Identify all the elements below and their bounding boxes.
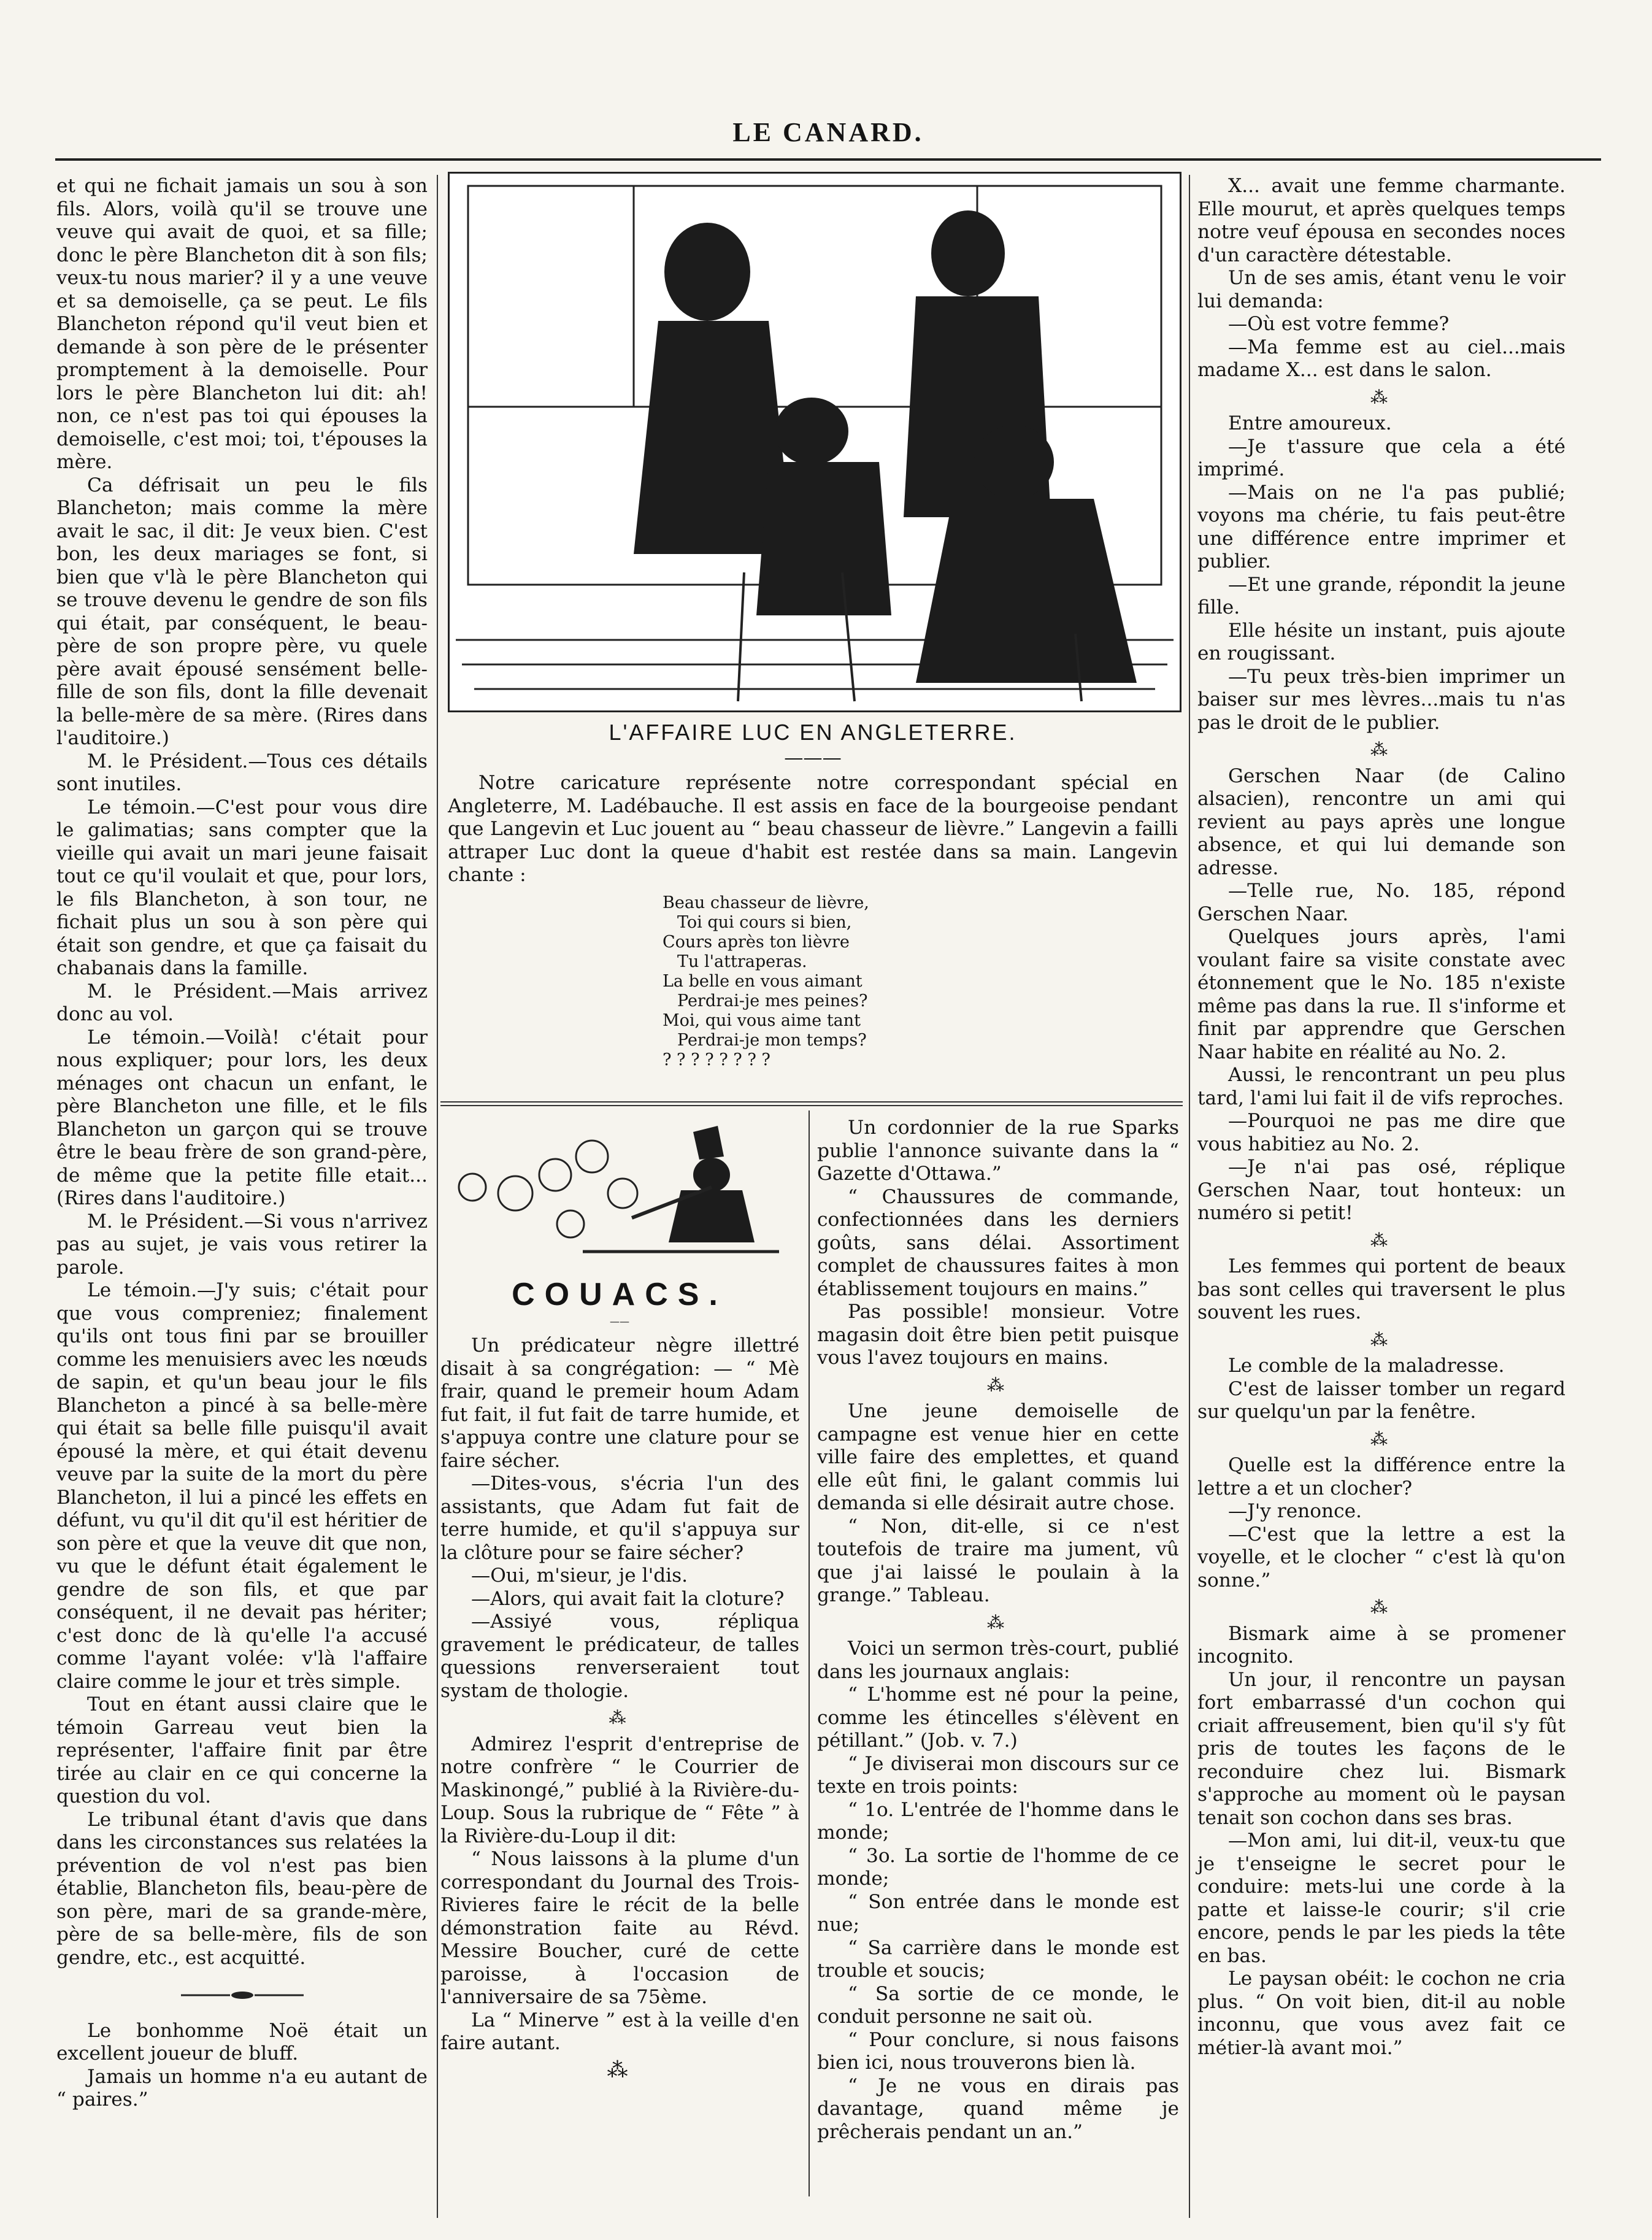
paragraph: “ Nous laissons à la plume d'un correspondant du Journal des Trois-Rivieres faire le récit de la belle démonstration faite au Révd. Messire Boucher, curé de cette paroisse, à l'occasion de l'anniversaire de sa 75ème. bbox=[440, 1848, 799, 2008]
paragraph: Voici un sermon très-court, publié dans les journaux anglais: bbox=[817, 1638, 1179, 1683]
paragraph: —Telle rue, No. 185, répond Gerschen Naar. bbox=[1197, 880, 1566, 925]
paragraph: —Je n'ai pas osé, réplique Gerschen Naar, tout honteux: un numéro si petit! bbox=[1197, 1156, 1566, 1224]
paragraph: —Mon ami, lui dit-il, veux-tu que je t'enseigne le secret pour le conduire: mets-lui une corde à la patte et laisse-le courir; s'il crie encore, pends le par les pieds la tête en bas. bbox=[1197, 1830, 1566, 1967]
paragraph: —Je t'assure que cela a été imprimé. bbox=[1197, 435, 1566, 480]
poem-line: Perdrai-je mon temps? bbox=[677, 1030, 867, 1050]
paragraph: Pas possible! monsieur. Votre magasin doit être bien petit puisque vous l'avez toujours en mains. bbox=[817, 1301, 1179, 1369]
paragraph: Le bonhomme Noë était un excellent joueur de bluff. bbox=[56, 2019, 428, 2065]
paragraph: Bismark aime à se promener incognito. bbox=[1197, 1622, 1566, 1668]
paragraph: “ Pour conclure, si nous faisons bien ici, nous trouverons bien là. bbox=[817, 2028, 1179, 2074]
paragraph: Ca défrisait un peu le fils Blancheton; mais comme la mère avait le sac, il dit: Je veux bien. C'est bon, les deux mariages se font, si bien que v'là le père Blancheton qui se trouve devenu le gendre de son fils qui était, par conséquent, le beau-père de son propre père, vu quele père avait épousé sensément belle-fille de son fils, dont la fille devenait la belle-mère de sa mère. (Rires dans l'auditoire.) bbox=[56, 474, 428, 749]
paragraph: M. le Président.—Tous ces détails sont inutiles. bbox=[56, 750, 428, 795]
column-3 bbox=[817, 1117, 1179, 2144]
paragraph: Le témoin.—Voilà! c'était pour nous expliquer; pour lors, les deux ménages ont chacun un enfant, le père Blancheton une fille, et le fils Blancheton un garçon qui se trouve être le beau frère de son grand-père, de même que la petite fille etait...(Rires dans l'auditoire.) bbox=[56, 1026, 428, 1209]
paragraph: —Oui, m'sieur, je l'dis. bbox=[471, 1565, 688, 1587]
paragraph: Un prédicateur nègre illettré disait à sa congrégation: — “ Mè frair, quand le premeir houm Adam fut fait, il fut fait de tarre humide, et s'appuya contre une clature pour se faire sécher. bbox=[440, 1334, 799, 1472]
paragraph: Admirez l'esprit d'entreprise de notre confrère “ le Courrier de Maskinongé,” publié à la Rivière-du-Loup. Sous la rubrique de “ Fête ” à la Rivière-du-Loup il dit: bbox=[440, 1733, 799, 1847]
paragraph: “ Chaussures de commande, confectionnées dans les derniers goûts, sans délai. Assortiment complet de chaussures faites à mon établissement toujours en mains.” bbox=[817, 1185, 1179, 1300]
ornament-icon bbox=[181, 1990, 304, 2000]
caricature-illustration bbox=[448, 172, 1181, 712]
ornament-divider bbox=[56, 1983, 428, 2006]
column-divider bbox=[809, 1110, 810, 2196]
masthead-title: LE CANARD. bbox=[732, 117, 924, 147]
asterism: ⁂ bbox=[987, 1374, 1009, 1395]
poem-line: Moi, qui vous aime tant bbox=[663, 1010, 861, 1030]
paragraph: X... avait une femme charmante. Elle mourut, et après quelques temps notre veuf épousa en secondes noces d'un caractère détestable. bbox=[1197, 175, 1566, 266]
paragraph: Tout en étant aussi claire que le témoin Garreau veut bien la représenter, l'affaire finit par être tirée au clair en ce qui concerne la question du vol. bbox=[56, 1693, 428, 1807]
caricature-block bbox=[448, 721, 1178, 1070]
paragraph: —Et une grande, répondit la jeune fille. bbox=[1197, 573, 1566, 618]
paragraph: Gerschen Naar (de Calino alsacien), rencontre un ami qui revient au pays après une longue absence, et qui lui demande son adresse. bbox=[1197, 764, 1566, 879]
short-rule: ——— bbox=[784, 746, 842, 769]
masthead bbox=[55, 117, 1601, 153]
short-rule: —— bbox=[610, 1315, 629, 1327]
asterism: ⁂ bbox=[1370, 1329, 1393, 1350]
poem-line: La belle en vous aimant bbox=[663, 971, 862, 991]
asterism: ⁂ bbox=[1370, 387, 1393, 407]
paragraph: M. le Président.—Si vous n'arrivez pas au sujet, je vais vous retirer la parole. bbox=[56, 1210, 428, 1279]
asterism: ⁂ bbox=[609, 1707, 631, 1728]
paragraph: Quelle est la différence entre la lettre a et un clocher? bbox=[1197, 1454, 1566, 1499]
paragraph: Aussi, le rencontrant un peu plus tard, l'ami lui fait il de vifs reproches. bbox=[1197, 1064, 1566, 1109]
paragraph: Un de ses amis, étant venu le voir lui demanda: bbox=[1197, 267, 1566, 312]
paragraph: Le témoin.—J'y suis; c'était pour que vous compreniez; finalement qu'ils ont tous fini par se brouiller comme les menuisiers avec les nœuds de sapin, et qu'un beau jour le fils Blancheton a pincé à sa belle-mère qui était sa belle fille puisqu'il avait épousé la mère, et qui était devenu veuve par la suite de la mort du père Blancheton, il lui a pincé les effets en défunt, vu qu'il dit qu'il est héritier de son père et que la veuve dit que non, vu que le défunt était également le gendre de son fils, et que par conséquent, il ne devait pas hériter; c'est donc de là qu'elle l'a accusé comme l'ayant volée: v'là l'affaire claire comme le jour et très simple. bbox=[56, 1279, 428, 1693]
asterism: ⁂ bbox=[1370, 739, 1393, 760]
asterism: ⁂ bbox=[1370, 1597, 1393, 1617]
paragraph: —J'y renonce. bbox=[1228, 1500, 1362, 1522]
paragraph: Le tribunal étant d'avis que dans dans les circonstances sus relatées la prévention de vol n'est pas bien établie, Blancheton fils, beau-père de son père, mari de sa grande-mère, père de sa belle-mère, fils de son gendre, etc., est acquitté. bbox=[56, 1808, 428, 1969]
paragraph: Un cordonnier de la rue Sparks publie l'annonce suivante dans la “ Gazette d'Ottawa.” bbox=[817, 1117, 1179, 1185]
paragraph: “ Sa carrière dans le monde est trouble et soucis; bbox=[817, 1936, 1179, 1982]
caricature-text: Notre caricature représente notre correspondant spécial en Angleterre, M. Ladébauche. Il est assis en face de la bourgeoise pendant que Langevin et Luc jouent au “ beau chasseur de lièvre.” Langevin a failli attraper Luc dont la queue d'habit est restée dans sa main. Langevin chante : bbox=[448, 772, 1178, 886]
poem bbox=[663, 893, 1178, 1070]
section-rule bbox=[440, 1101, 1183, 1103]
poem-line: Cours après ton lièvre bbox=[663, 932, 850, 952]
header-rule bbox=[55, 158, 1601, 161]
poem-line: Perdrai-je mes peines? bbox=[677, 991, 868, 1010]
column-divider bbox=[1189, 175, 1190, 2218]
paragraph: —Tu peux très-bien imprimer un baiser sur mes lèvres...mais tu n'as pas le droit de le publier. bbox=[1197, 665, 1566, 734]
paragraph: “ L'homme est né pour la peine, comme les étincelles s'élèvent en pétillant.” (Job. v. 7.) bbox=[817, 1684, 1179, 1752]
paragraph: “ Non, dit-elle, si ce n'est toutefois de traire ma jument, vû que j'ai laissé le poulain à la grange.” Tableau. bbox=[817, 1515, 1179, 1606]
paragraph: —Assiyé vous, répliqua gravement le prédicateur, de talles quessions renverseraient tout systam de thologie. bbox=[440, 1611, 799, 1702]
paragraph: —Alors, qui avait fait la cloture? bbox=[471, 1587, 785, 1610]
musician-drawing bbox=[448, 1120, 791, 1267]
column-4 bbox=[1197, 175, 1566, 2060]
paragraph: et qui ne fichait jamais un sou à son fils. Alors, voilà qu'il se trouve une veuve qui avait de quoi, et sa fille; donc le père Blancheton dit à son fils; veux-tu nous marier? il y a une veuve et sa demoiselle, ça se peut. Le fils Blancheton répond qu'il veut bien et demande à son père de le présenter promptement à la demoiselle. Pour lors le père Blancheton lui dit: ah! non, ce n'est pas toi qui épouses la demoiselle, c'est moi; toi, t'épouses la mère. bbox=[56, 175, 428, 473]
section-rule bbox=[440, 1105, 1183, 1106]
asterism: ⁂ bbox=[1370, 1230, 1393, 1250]
paragraph: La “ Minerve ” est à la veille d'en faire autant. bbox=[440, 2009, 799, 2054]
column-divider bbox=[437, 175, 438, 2218]
asterism: ⁂ bbox=[1370, 1428, 1393, 1449]
poem-line: Toi qui cours si bien, bbox=[677, 912, 852, 932]
poem-line: Beau chasseur de lièvre, bbox=[663, 893, 869, 912]
paragraph: Le témoin.—C'est pour vous dire le galimatias; sans compter que la vieille qui avait un mari jeune faisait tout ce qu'il voulait et que, pour lors, le fils Blancheton, à son tour, ne fichait plus un sou à son père qui était son gendre, et que ça faisait du chabanais dans la famille. bbox=[56, 796, 428, 979]
paragraph: “ 3o. La sortie de l'homme de ce monde; bbox=[817, 1844, 1179, 1890]
paragraph: “ Sa sortie de ce monde, le conduit personne ne sait où. bbox=[817, 1982, 1179, 2028]
paragraph: “ Son entrée dans le monde est nue; bbox=[817, 1890, 1179, 1936]
paragraph: —Ma femme est au ciel...mais madame X... est dans le salon. bbox=[1197, 336, 1566, 381]
paragraph: Les femmes qui portent de beaux bas sont celles qui traversent le plus souvent les rues. bbox=[1197, 1255, 1566, 1323]
paragraph: M. le Président.—Mais arrivez donc au vol. bbox=[56, 980, 428, 1025]
couacs-heading: COUACS. bbox=[512, 1277, 728, 1312]
paragraph: —Pourquoi ne pas me dire que vous habitiez au No. 2. bbox=[1197, 1110, 1566, 1155]
paragraph: —Dites-vous, s'écria l'un des assistants, que Adam fut fait de terre humide, et qu'il s'appuya sur la clôture pour se faire sécher? bbox=[440, 1472, 799, 1564]
paragraph: Jamais un homme n'a eu autant de “ paires.” bbox=[56, 2065, 428, 2111]
couacs-heading-wrap bbox=[448, 1276, 791, 1330]
paragraph: Le comble de la maladresse. bbox=[1228, 1355, 1505, 1377]
paragraph: Quelques jours après, l'ami voulant faire sa visite constate avec étonnement que le No. 185 n'existe même pas dans la rue. Il s'informe et finit par apprendre que Gerschen Naar habite en réalité au No. 2. bbox=[1197, 926, 1566, 1063]
column-2 bbox=[440, 1334, 799, 2085]
paragraph: Une jeune demoiselle de campagne est venue hier en cette ville faire des emplettes, et quand elle eût fini, le galant commis lui demanda si elle désirait autre chose. bbox=[817, 1400, 1179, 1514]
paragraph: Un jour, il rencontre un paysan fort embarrassé d'un cochon qui criait affreusement, bien qu'il s'y fût pris de toutes les façons de le reconduire chez lui. Bismark s'approche au moment où le paysan tenait son cochon dans ses bras. bbox=[1197, 1668, 1566, 1829]
paragraph: C'est de laisser tomber un regard sur quelqu'un par la fenêtre. bbox=[1197, 1377, 1566, 1423]
paragraph: Entre amoureux. bbox=[1228, 412, 1392, 434]
paragraph: “ Je ne vous en dirais pas davantage, quand même je prêcherais pendant un an.” bbox=[817, 2074, 1179, 2143]
asterism: ⁂ bbox=[607, 2057, 633, 2082]
column-1 bbox=[56, 175, 428, 2112]
asterism: ⁂ bbox=[987, 1612, 1009, 1633]
paragraph: “ Je diviserai mon discours sur ce texte en trois points: bbox=[817, 1752, 1179, 1798]
paragraph: —C'est que la lettre a est la voyelle, et le clocher “ c'est là qu'on sonne.” bbox=[1197, 1523, 1566, 1591]
poem-line: Tu l'attraperas. bbox=[677, 952, 807, 971]
couacs-illustration bbox=[448, 1120, 791, 1267]
poem-line: ? ? ? ? ? ? ? ? bbox=[663, 1050, 770, 1069]
paragraph: Elle hésite un instant, puis ajoute en rougissant. bbox=[1197, 619, 1566, 664]
paragraph: “ 1o. L'entrée de l'homme dans le monde; bbox=[817, 1798, 1179, 1844]
paragraph: —Mais on ne l'a pas publié; voyons ma chérie, tu fais peut-être une différence entre imprimer et publier. bbox=[1197, 481, 1566, 572]
caricature-drawing bbox=[450, 174, 1180, 710]
paragraph: Le paysan obéit: le cochon ne cria plus. “ On voit bien, dit-il au noble inconnu, que vous avez fait ce métier-là avant moi.” bbox=[1197, 1968, 1566, 2059]
paragraph: —Où est votre femme? bbox=[1228, 313, 1450, 335]
caricature-caption: L'AFFAIRE LUC EN ANGLETERRE. bbox=[609, 720, 1017, 745]
